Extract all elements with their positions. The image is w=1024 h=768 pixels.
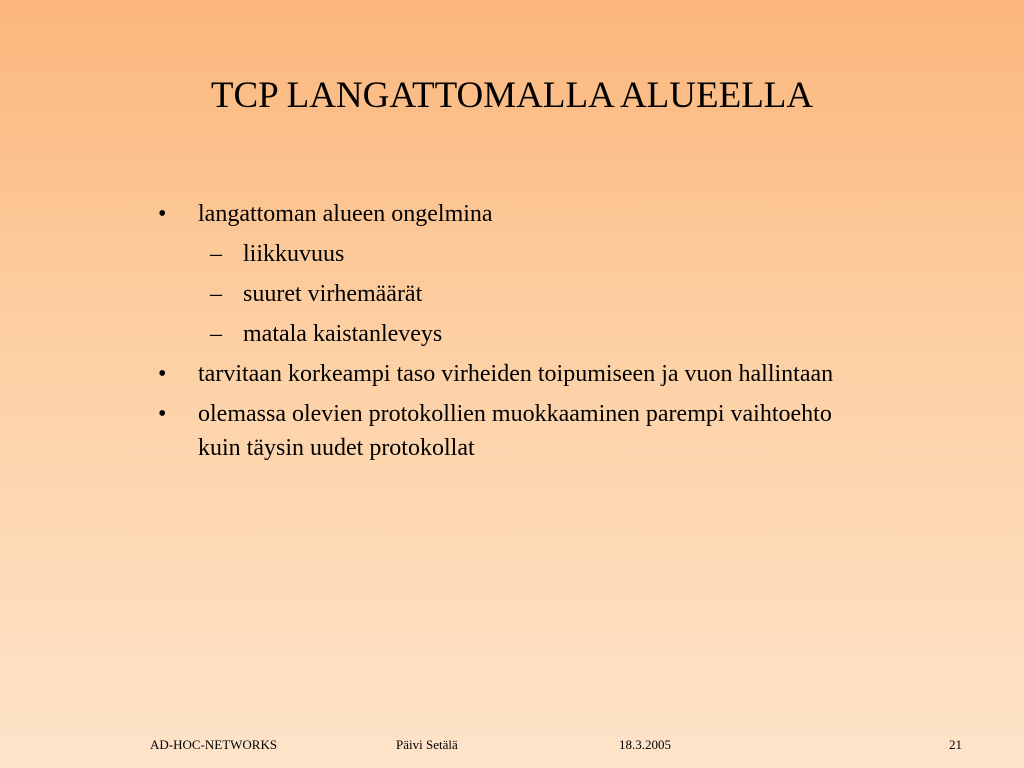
sub-bullet-marker: – [210,241,222,267]
bullet-text: tarvitaan korkeampi taso virheiden toipumiseen ja vuon hallintaan [198,361,834,387]
bullet-marker: • [158,361,167,387]
bullet-list [158,197,878,471]
sub-bullet-marker: – [210,321,222,347]
sub-bullet-item [198,317,878,351]
sub-bullet-marker: – [210,281,222,307]
bullet-marker: • [158,401,167,427]
sub-bullet-item [198,237,878,271]
bullet-item [158,397,878,465]
sub-bullet-list [198,237,878,351]
sub-bullet-text: suuret virhemäärät [243,281,423,307]
bullet-text: langattoman alueen ongelmina [198,201,493,227]
bullet-marker: • [158,201,167,227]
sub-bullet-item [198,277,878,311]
footer-course: AD-HOC-NETWORKS [150,737,278,752]
bullet-text: olemassa olevien protokollien muokkaaminen parempi vaihtoehto kuin täysin uudet protokollat [198,401,832,461]
sub-bullet-text: liikkuvuus [243,241,345,267]
footer-author: Päivi Setälä [396,737,458,752]
bullet-item [158,357,878,391]
slide-title: TCP LANGATTOMALLA ALUEELLA [210,75,814,116]
sub-bullet-text: matala kaistanleveys [243,321,443,347]
footer-date: 18.3.2005 [619,737,671,752]
footer-page-number: 21 [949,737,962,752]
bullet-item [158,197,878,351]
